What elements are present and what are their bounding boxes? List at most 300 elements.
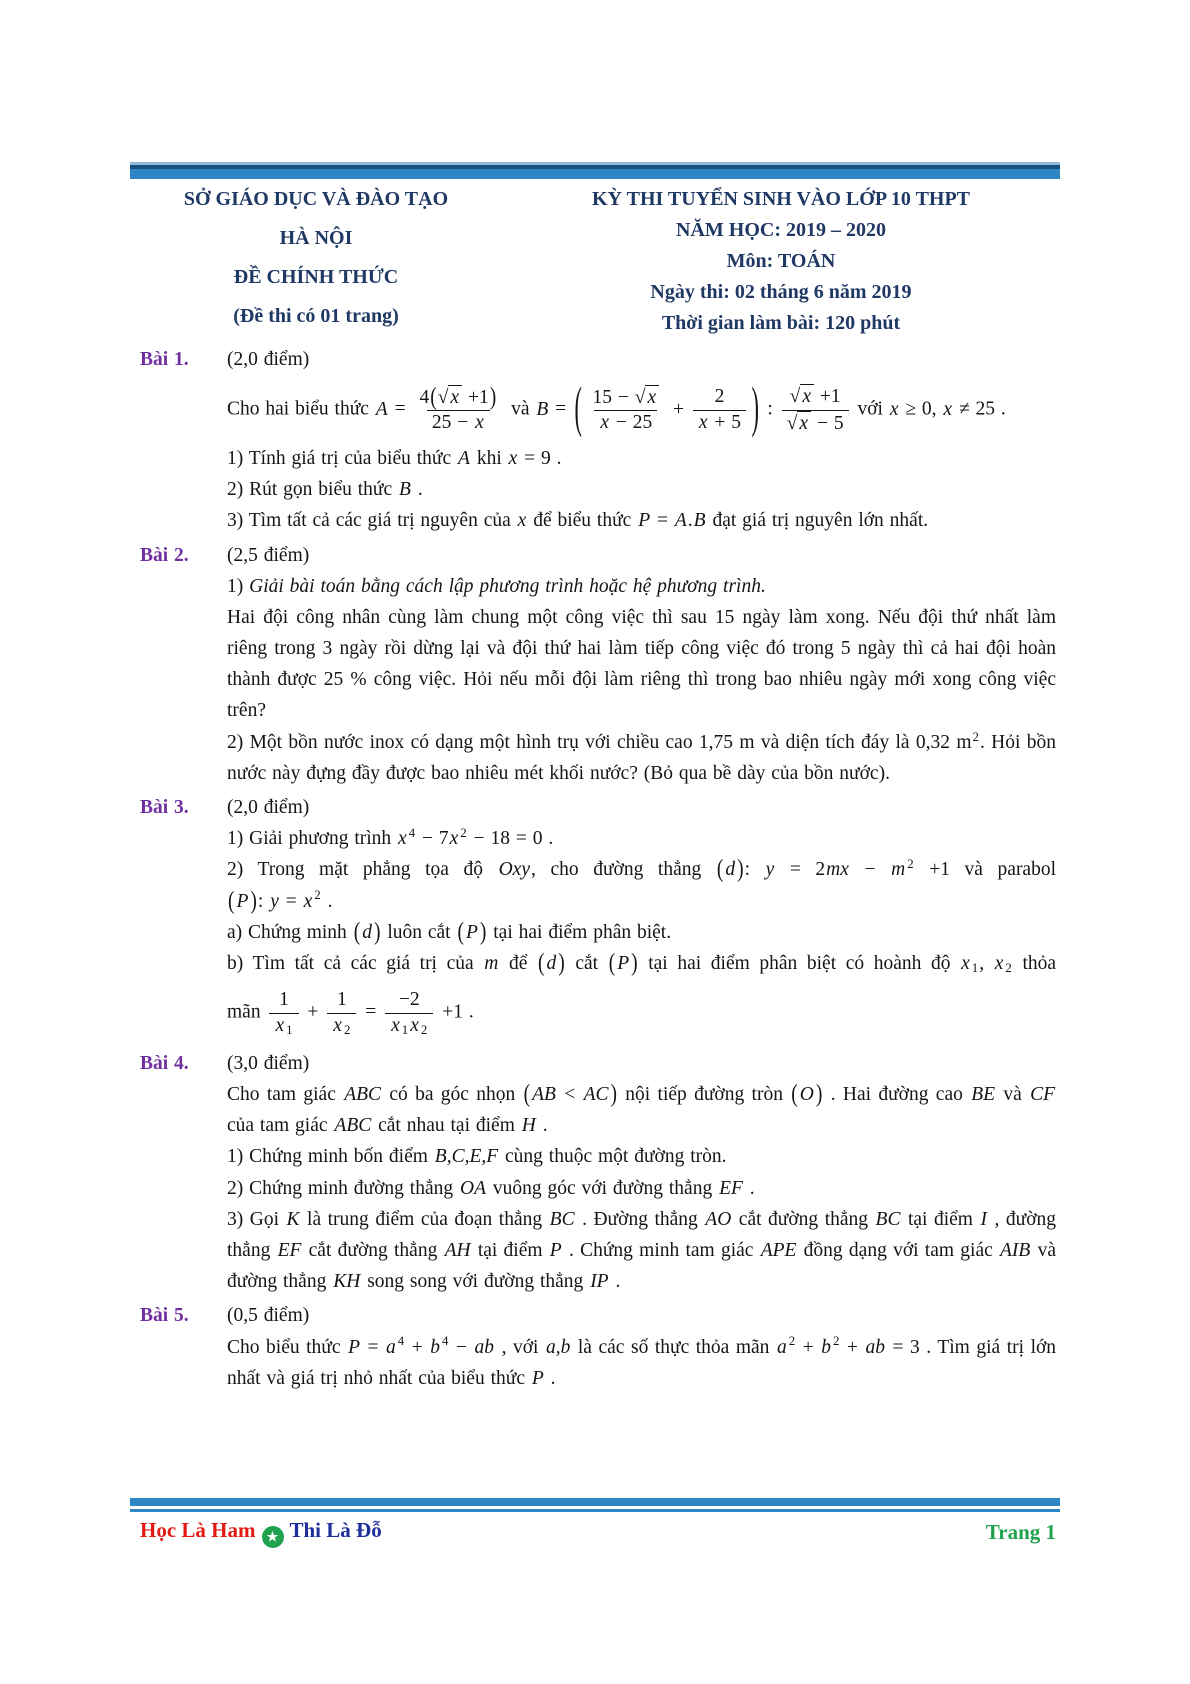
text-run: ≥ 0,	[899, 398, 943, 420]
text-run: +1 .	[436, 1001, 474, 1023]
math-variable: P	[236, 890, 249, 912]
issuer-block	[130, 188, 502, 344]
radicand	[800, 384, 814, 409]
fraction	[414, 385, 502, 436]
math-variable: IP	[590, 1271, 609, 1293]
text-run: cắt	[565, 952, 608, 974]
text-run: 2) Chứng minh đường thẳng	[227, 1177, 459, 1199]
problem-block	[140, 344, 1056, 537]
square-root	[787, 413, 811, 434]
math-variable: P	[549, 1240, 562, 1261]
text-run: 2	[343, 1022, 351, 1037]
problem-line	[227, 443, 1056, 474]
numerator	[710, 385, 730, 409]
text-run: 1)	[227, 575, 250, 597]
bottom-divider-bar	[130, 1498, 1060, 1512]
text-run: Hai đội công nhân cùng làm chung một công việc thì sau 15 ngày làm xong. Nếu đội thứ nhất làm riêng trong 3 ngày rồi dừng lại và đội thứ hai làm tiếp công việc đó trong 5 ngày thì cả hai đội hoàn thành được 25 % công việc. Hỏi nếu mỗi đội làm riêng thì trong bao nhiêu ngày mới xong công việc trên?	[227, 606, 1056, 722]
text-run: +	[301, 1001, 325, 1023]
math-variable: KH	[333, 1271, 361, 1293]
text-run: 4	[397, 1334, 405, 1349]
page-footer	[140, 1518, 1056, 1548]
text-run: =	[279, 890, 303, 912]
math-variable: x	[303, 890, 313, 912]
parentheses	[353, 918, 382, 946]
math-variable: a,b	[545, 1336, 571, 1358]
text-run: 2	[788, 1334, 796, 1349]
text-run: − 18 = 0 .	[467, 828, 554, 850]
text-run: .	[743, 1177, 755, 1199]
text-run: 2	[832, 1334, 840, 1349]
math-variable: CF	[1030, 1084, 1055, 1106]
math-variable: A	[375, 398, 388, 420]
problem-line	[227, 571, 1056, 602]
problem-line	[227, 375, 1056, 443]
math-variable: EF	[277, 1240, 302, 1261]
text-run: .	[687, 510, 693, 532]
math-variable: b	[821, 1336, 831, 1358]
math-variable: ABC	[334, 1115, 372, 1137]
math-variable: K	[286, 1208, 300, 1230]
radical-sign: √	[786, 412, 798, 434]
problems	[140, 344, 1056, 1397]
problem-block	[140, 540, 1056, 790]
close-paren: )	[815, 1080, 823, 1109]
text-run: có ba góc nhọn	[382, 1084, 523, 1106]
denominator	[594, 410, 657, 435]
text-run: 2	[460, 826, 467, 841]
issuer-line: HÀ NỘI	[279, 227, 353, 249]
text-run: 3) Tìm tất cả các giá trị nguyên của	[227, 510, 517, 532]
math-variable: B	[693, 510, 706, 532]
math-variable: Oxy	[498, 859, 530, 881]
open-paren: (	[430, 383, 437, 411]
radical-sign: √	[634, 386, 646, 408]
top-divider-bar	[130, 162, 1060, 179]
problem-points: (2,0 điểm)	[227, 797, 310, 818]
text-run: =	[549, 398, 573, 420]
denominator	[385, 1013, 433, 1038]
text-run: 1) Chứng minh bốn điểm	[227, 1146, 434, 1168]
exam-info-line: Ngày thi: 02 tháng 6 năm 2019	[650, 281, 912, 303]
math-variable: ab	[474, 1336, 495, 1358]
parentheses	[716, 856, 745, 884]
numerator	[785, 384, 846, 409]
numerator	[394, 988, 425, 1012]
text-run: =	[359, 1001, 383, 1023]
fraction	[269, 988, 298, 1038]
text-run: , với	[495, 1336, 545, 1358]
problem-points: (2,0 điểm)	[227, 349, 310, 370]
text-run: , đường thẳng	[227, 1208, 1057, 1261]
problem-line	[227, 886, 1056, 917]
denominator	[327, 1013, 356, 1038]
square-root	[438, 387, 462, 408]
math-variable: BE	[971, 1084, 996, 1106]
problem-label: Bài 5.	[140, 1305, 189, 1327]
text-run: khi	[470, 447, 508, 469]
math-variable: AIB	[1000, 1240, 1031, 1261]
text-run: +	[840, 1336, 865, 1358]
problem-line	[227, 1332, 1056, 1394]
footer-motto	[140, 1518, 382, 1548]
star-icon: ★	[262, 1526, 284, 1548]
text-run: −2	[398, 989, 420, 1011]
text-run: , cho đường thẳng	[531, 859, 716, 881]
math-variable: H	[521, 1115, 536, 1137]
text-run: 4	[419, 386, 430, 408]
parentheses	[608, 949, 639, 978]
text-run: 1) Giải phương trình	[227, 828, 398, 850]
text-run: − 25	[610, 412, 653, 434]
parentheses	[429, 383, 497, 411]
close-paren: )	[373, 918, 381, 946]
issuer-line: ĐỀ CHÍNH THỨC	[233, 266, 399, 288]
math-variable: P	[531, 1367, 544, 1389]
text-run: Cho tam giác	[227, 1084, 344, 1106]
page-number: Trang 1	[985, 1520, 1056, 1545]
math-variable: BC	[875, 1208, 901, 1230]
text-run: tại điểm	[901, 1208, 980, 1230]
problem-label: Bài 2.	[140, 544, 189, 566]
math-variable: B	[536, 398, 549, 420]
text-run: cắt nhau tại điểm	[372, 1115, 521, 1137]
math-variable: O	[799, 1084, 814, 1106]
fraction	[782, 384, 849, 436]
math-variable: y	[765, 859, 775, 881]
radicand	[448, 385, 462, 410]
text-run: = 3 . Tìm giá trị lớn nhất và giá trị nhỏ nhất của biểu thức	[227, 1336, 1057, 1389]
text-run: 1	[336, 989, 347, 1011]
math-variable: x	[517, 510, 527, 532]
text-run: .	[609, 1271, 621, 1293]
problem-line	[227, 602, 1056, 727]
math-variable: a	[386, 1336, 396, 1358]
math-variable: x	[475, 412, 484, 434]
text-run: 25 −	[431, 412, 475, 434]
exam-info-block	[502, 188, 1060, 344]
text-run: +	[796, 1336, 821, 1358]
text-run: .	[544, 1367, 556, 1389]
parentheses	[456, 918, 487, 946]
text-run: . Hai đường cao	[823, 1084, 971, 1106]
math-variable: x	[275, 1014, 285, 1036]
text-run: .	[321, 890, 333, 912]
math-variable: x	[600, 412, 610, 434]
issuer-line: (Đề thi có 01 trang)	[233, 305, 399, 327]
text-run: 4	[408, 826, 416, 841]
footer-motto-blue: Thi Là Đỗ	[289, 1518, 382, 1542]
exam-info-line: Môn: TOÁN	[726, 250, 836, 272]
text-run: 2	[420, 1022, 428, 1037]
math-variable: y	[270, 890, 279, 912]
text-run: 2	[314, 888, 321, 903]
text-run: 2	[972, 729, 979, 744]
math-variable: x	[508, 447, 518, 469]
fraction	[385, 988, 433, 1038]
text-run: b) Tìm tất cả các giá trị của	[227, 952, 484, 974]
parentheses	[790, 1080, 823, 1109]
radicand	[645, 385, 659, 410]
problem-line	[227, 505, 1056, 536]
denominator	[269, 1013, 298, 1038]
fraction	[327, 988, 356, 1038]
text-run: 2	[714, 386, 725, 408]
math-variable: A	[458, 447, 470, 469]
math-variable: EF	[719, 1177, 743, 1199]
math-variable: x	[961, 952, 970, 974]
text-run: 2) Một bồn nước inox có dạng một hình trụ với chiều cao 1,75 m và diện tích đáy là 0,32 m	[227, 731, 972, 753]
text-run: cắt đường thẳng	[302, 1240, 444, 1261]
open-paren: (	[716, 856, 724, 884]
math-variable: P	[638, 510, 651, 532]
text-run: = 9 .	[518, 447, 562, 469]
math-variable: x	[799, 412, 809, 434]
exam-header	[130, 188, 1060, 344]
text-run: . Đường thẳng	[575, 1208, 705, 1230]
divider-blue-line	[130, 1498, 1060, 1506]
math-variable: x	[802, 386, 812, 408]
text-run: +1 và parabol	[914, 859, 1057, 881]
math-variable: APE	[760, 1240, 797, 1261]
parentheses	[537, 949, 566, 978]
text-run: thỏa	[1012, 952, 1057, 974]
text-run: <	[556, 1084, 583, 1106]
numerator	[332, 988, 352, 1012]
text-run: 1	[286, 1022, 293, 1037]
text-run: +	[405, 1336, 430, 1358]
text-run: = 2	[775, 859, 826, 881]
text-run: là trung điểm của đoạn thẳng	[300, 1208, 549, 1230]
math-variable: x	[449, 828, 459, 850]
open-paren: (	[791, 1080, 798, 1109]
numerator	[588, 385, 665, 410]
problem-line	[227, 948, 1056, 979]
math-variable: ab	[865, 1336, 885, 1358]
math-variable: x	[647, 386, 657, 408]
open-paren: (	[574, 378, 583, 440]
text-run: và	[996, 1084, 1030, 1106]
math-variable: d	[546, 952, 557, 974]
problem-line	[227, 474, 1056, 505]
problem-label: Bài 4.	[140, 1052, 189, 1074]
problem-block	[140, 792, 1056, 1045]
text-run: Cho hai biểu thức	[227, 398, 375, 420]
math-variable: OA	[459, 1177, 486, 1199]
text-run: :	[257, 890, 270, 912]
text-run: cùng thuộc một đường tròn.	[499, 1146, 727, 1168]
text-run: đạt giá trị nguyên lớn nhất.	[706, 510, 929, 532]
math-variable: I	[980, 1208, 987, 1230]
text-run: +1	[814, 386, 841, 408]
text-run: tại hai điểm phân biệt.	[487, 921, 672, 943]
math-variable: m	[891, 859, 906, 881]
problem-line	[227, 1141, 1056, 1172]
issuer-line: SỞ GIÁO DỤC VÀ ĐÀO TẠO	[183, 188, 449, 210]
numerator	[414, 385, 502, 410]
open-paren: (	[608, 949, 616, 978]
math-variable: P	[348, 1336, 360, 1358]
problem-points: (0,5 điểm)	[227, 1305, 310, 1327]
math-variable: P	[465, 921, 478, 943]
denominator	[693, 410, 746, 435]
exam-info-line: NĂM HỌC: 2019 – 2020	[676, 219, 886, 241]
text-run: . Chứng minh tam giác	[562, 1240, 760, 1261]
divider-blue-thin-line	[130, 1509, 1060, 1512]
denominator	[782, 410, 849, 436]
open-paren: (	[228, 887, 235, 915]
text-run: .	[411, 479, 423, 501]
text-run: =	[651, 510, 674, 532]
text-run: 2) Trong mặt phẳng tọa độ	[227, 859, 498, 881]
text-run: đồng dạng với tam giác	[797, 1240, 1000, 1261]
square-root	[790, 386, 814, 407]
text-run: − 7	[416, 828, 449, 850]
close-paren: )	[558, 949, 565, 978]
text-run: 2	[1005, 961, 1012, 976]
text-run: vuông góc với đường thẳng	[486, 1177, 719, 1199]
text-run: a) Chứng minh	[227, 921, 353, 943]
text-run: cắt đường thẳng	[732, 1208, 875, 1230]
math-variable: x	[450, 386, 460, 408]
text-run: 1	[971, 961, 979, 976]
exam-info-line: Thời gian làm bài: 120 phút	[661, 312, 901, 334]
math-variable: d	[362, 921, 372, 943]
text-run: để biểu thức	[527, 510, 638, 532]
text-run: ≠ 25 .	[953, 398, 1006, 420]
text-run: −	[849, 859, 891, 881]
math-variable: A	[674, 510, 687, 532]
divider-blue-line	[130, 169, 1060, 179]
problem-line	[227, 1204, 1056, 1298]
text-run: .	[536, 1115, 548, 1137]
text-run: của tam giác	[227, 1115, 334, 1137]
radical-sign: √	[789, 386, 801, 408]
math-variable: a	[776, 1336, 787, 1358]
fraction	[588, 385, 665, 436]
text-run: 1	[279, 989, 289, 1011]
open-paren: (	[538, 949, 545, 978]
parentheses	[227, 887, 258, 915]
text-run: luôn cắt	[381, 921, 457, 943]
math-variable: b	[430, 1336, 441, 1358]
problem-line	[227, 854, 1056, 885]
problem-line	[227, 979, 1056, 1045]
math-variable: x	[410, 1014, 419, 1036]
text-run: song song với đường thẳng	[361, 1271, 590, 1293]
text-run: :	[744, 859, 765, 881]
math-variable: x	[698, 411, 708, 433]
text-run: =	[388, 398, 412, 420]
text-run: :	[761, 398, 779, 420]
text-run: 4	[442, 1334, 449, 1349]
text-run: nội tiếp đường tròn	[617, 1084, 791, 1106]
problem-line	[227, 823, 1056, 854]
problem-label: Bài 3.	[140, 797, 189, 818]
text-run: Giải bài toán bằng cách lập phương trình hoặc hệ phương trình.	[249, 575, 766, 597]
math-variable: P	[617, 952, 630, 974]
radicand	[797, 411, 811, 436]
math-variable: AC	[583, 1084, 609, 1106]
problem-points: (3,0 điểm)	[227, 1052, 310, 1074]
text-run: mãn	[227, 1001, 267, 1023]
close-paren: )	[250, 887, 257, 915]
close-paren: )	[479, 918, 487, 946]
math-variable: B,C,E,F	[434, 1146, 499, 1168]
close-paren: )	[737, 856, 744, 884]
open-paren: (	[457, 918, 464, 946]
math-variable: m	[484, 952, 499, 974]
problem-line	[227, 727, 1056, 789]
text-run: tại hai điểm phân biệt có hoành độ	[638, 952, 961, 974]
close-paren: )	[610, 1080, 617, 1109]
text-run: Cho biểu thức	[227, 1336, 348, 1358]
problem-line	[227, 917, 1056, 948]
math-variable: x	[398, 828, 407, 850]
problem-points: (2,5 điểm)	[227, 544, 310, 566]
text-run: . Hỏi bồn nước này đựng đầy được bao nhiêu mét khối nước? (Bỏ qua bề dày của bồn nước).	[227, 731, 1057, 784]
square-root	[635, 387, 659, 408]
math-variable: x	[994, 952, 1004, 974]
problem-label: Bài 1.	[140, 349, 189, 370]
problem-block	[140, 1300, 1056, 1394]
big-parentheses	[572, 378, 762, 440]
text-run: −	[449, 1336, 474, 1358]
math-variable: AH	[444, 1240, 471, 1261]
text-run: 1) Tính giá trị của biểu thức	[227, 447, 458, 469]
math-variable: AB	[532, 1084, 556, 1106]
open-paren: (	[523, 1080, 531, 1109]
math-variable: d	[725, 859, 736, 881]
exam-info-line: KỲ THI TUYỂN SINH VÀO LỚP 10 THPT	[591, 188, 971, 210]
math-variable: AO	[705, 1208, 732, 1230]
close-paren: )	[489, 383, 497, 411]
text-run: =	[360, 1336, 386, 1358]
text-run: 15 −	[592, 386, 635, 408]
text-run: 3) Gọi	[227, 1208, 286, 1230]
numerator	[274, 988, 294, 1012]
math-variable: x	[889, 398, 899, 420]
text-run: với	[851, 398, 889, 420]
fraction	[693, 385, 746, 435]
math-variable: ABC	[344, 1084, 382, 1106]
math-variable: B	[399, 479, 411, 501]
text-run: 1	[401, 1022, 409, 1037]
text-run: + 5	[708, 411, 742, 433]
text-run: và đường thẳng	[227, 1240, 1056, 1293]
text-run: ,	[979, 952, 994, 974]
footer-motto-red: Học Là Ham	[140, 1518, 256, 1542]
text-run: 2) Rút gọn biểu thức	[227, 479, 399, 501]
problem-line	[227, 1079, 1056, 1141]
text-run: để	[499, 952, 537, 974]
problem-line	[227, 1173, 1056, 1204]
radical-sign: √	[437, 386, 449, 408]
math-variable: x	[391, 1014, 400, 1036]
text-run: +	[667, 398, 690, 420]
math-variable: x	[333, 1014, 342, 1036]
text-run: 2	[907, 857, 914, 872]
close-paren: )	[751, 378, 760, 440]
problem-block	[140, 1048, 1056, 1298]
math-variable: x	[943, 398, 953, 420]
text-run: +1	[462, 386, 489, 408]
text-run: tại điểm	[471, 1240, 549, 1261]
math-variable: BC	[549, 1208, 575, 1230]
text-run: − 5	[811, 412, 844, 434]
text-run: và	[505, 398, 536, 420]
math-variable: mx	[826, 859, 849, 881]
close-paren: )	[631, 949, 638, 978]
